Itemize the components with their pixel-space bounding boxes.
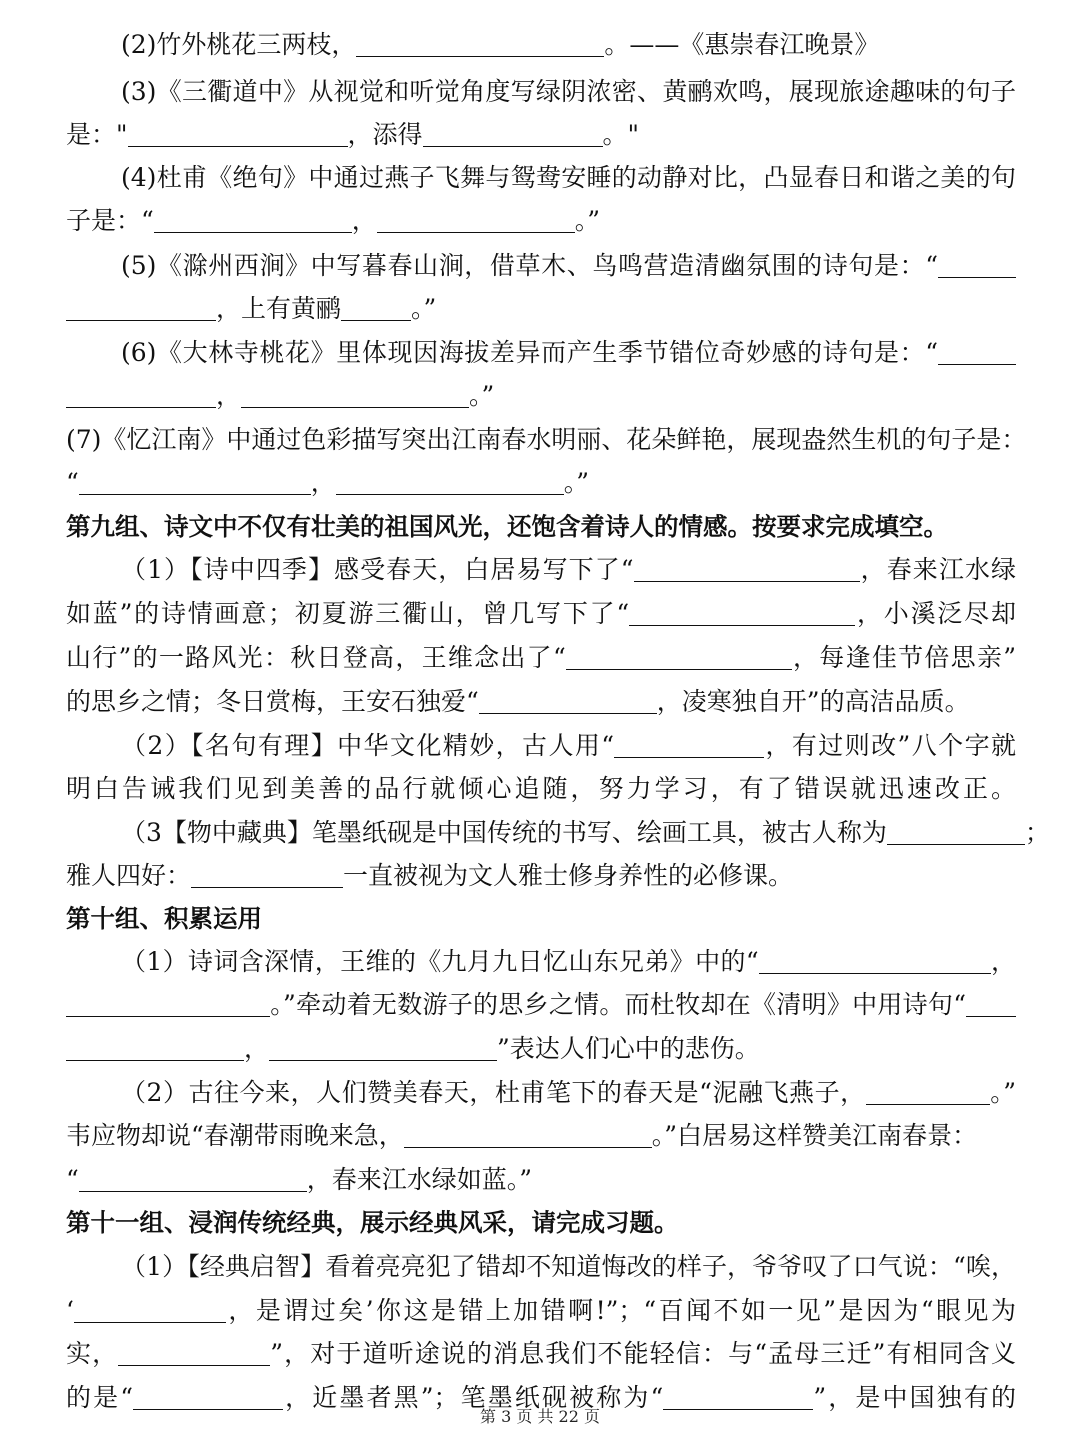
line-text: 一直被视为文人雅士修身养性的必修课。 (343, 861, 794, 890)
line-text: 实， (66, 1339, 119, 1368)
text-line (66, 418, 1027, 461)
line-text: 明白告诫我们见到美善的品行就倾心追随，努力学习，有了错误就迅速改正。 (66, 774, 1016, 803)
line-text: （2）古往今来，人们赞美春天，杜甫笔下的春天是“泥融飞燕子， (121, 1078, 866, 1107)
line-text: ， (990, 947, 1016, 976)
line-text: （3【物中藏典】笔墨纸砚是中国传统的书写、绘画工具，被古人称为 (121, 818, 887, 847)
section-heading (66, 505, 1016, 548)
fill-in-blank (887, 815, 1025, 845)
line-text: 。”牵动着无数游子的思乡之情。而杜牧却在《清明》中用诗句“ (270, 990, 966, 1019)
line-text: 第十组、积累运用 (66, 904, 262, 933)
line-text: 雅人四好： (66, 861, 192, 890)
section-heading (66, 897, 1016, 940)
text-line (66, 767, 1016, 810)
line-text: ，近墨者黑”；笔墨纸砚被称为“ (283, 1383, 664, 1412)
text-line (66, 461, 1016, 504)
text-line (121, 331, 1016, 374)
line-text: 第十一组、浸润传统经典，展示经典风采，请完成习题。 (66, 1208, 679, 1237)
text-line (66, 680, 1016, 723)
fill-in-blank (614, 728, 764, 758)
line-text: 第九组、诗文中不仅有壮美的祖国风光，还饱含着诗人的情感。按要求完成填空。 (66, 512, 948, 541)
line-text: ，每逢佳节倍思亲” (791, 643, 1016, 672)
text-line (121, 156, 1016, 199)
line-text: ”，对于道听途说的消息我们不能轻信：与“孟母三迁”有相同含义 (270, 1339, 1016, 1368)
line-text: ， (216, 381, 242, 410)
fill-in-blank (191, 858, 343, 888)
fill-in-blank (938, 335, 1016, 365)
fill-in-blank (377, 203, 575, 233)
text-line (66, 199, 1016, 242)
line-text: ， (351, 206, 377, 235)
fill-in-blank (479, 684, 657, 714)
line-text: ，春来江水绿如蓝。” (306, 1165, 533, 1194)
line-text: （1）诗词含深情，王维的《九月九日忆山东兄弟》中的“ (121, 947, 759, 976)
text-line (66, 592, 1016, 635)
line-text: (4)杜甫《绝句》中通过燕子飞舞与鸳鸯安睡的动静对比，凸显春日和谐之美的句 (121, 163, 1016, 192)
line-text: ”表达人们心中的悲伤。 (497, 1034, 760, 1063)
text-line (66, 374, 1016, 417)
line-text: 是：" (66, 120, 128, 149)
line-text: 。” (411, 294, 437, 323)
text-line (121, 811, 1050, 854)
line-text: 。——《惠崇春江晚景》 (604, 30, 880, 59)
line-text: (2)竹外桃花三两枝， (121, 30, 357, 59)
line-text: 如蓝”的诗情画意；初夏游三衢山，曾几写下了“ (66, 599, 630, 628)
line-text: 。” (563, 468, 590, 497)
fill-in-blank (938, 248, 1016, 278)
text-line (121, 548, 1016, 591)
line-text: 。” (469, 381, 495, 410)
line-text: 韦应物却说“春潮带雨晚来急， (66, 1121, 404, 1150)
line-text: （1）【经典启智】看着亮亮犯了错却不知道悔改的样子，爷爷叹了口气说：“唉， (121, 1252, 1016, 1281)
fill-in-blank (404, 1118, 652, 1148)
line-text: ，上有黄鹂 (216, 294, 342, 323)
line-text: “ (66, 1165, 79, 1194)
text-line (121, 724, 1016, 767)
line-text: 。" (602, 120, 640, 149)
line-text: (6)《大林寺桃花》里体现因海拔差异而产生季节错位奇妙感的诗句是：“ (121, 338, 938, 367)
line-text: ，凌寒独自开”的高洁品质。 (656, 687, 970, 716)
line-text: 的是“ (66, 1383, 134, 1412)
fill-in-blank (79, 1162, 307, 1192)
text-line (66, 287, 1016, 330)
line-text: (7)《忆江南》中通过色彩描写突出江南春水明丽、花朵鲜艳，展现盎然生机的句子是： (66, 425, 1027, 454)
fill-in-blank (634, 552, 860, 582)
text-line (66, 854, 1016, 897)
fill-in-blank (336, 465, 564, 495)
line-text: 。”白居易这样赞美江南春景： (651, 1121, 978, 1150)
line-text: 的思乡之情；冬日赏梅，王安石独爱“ (66, 687, 479, 716)
fill-in-blank (423, 117, 603, 147)
fill-in-blank (154, 203, 352, 233)
line-text: ，是谓过矣’你这是错上加错啊!”；“百闻不如一见”是因为“眼见为 (225, 1296, 1016, 1325)
text-line (121, 244, 1016, 287)
text-line (121, 1071, 1016, 1114)
line-text: ‘ (66, 1296, 74, 1325)
fill-in-blank (759, 944, 991, 974)
text-line (66, 1027, 1016, 1070)
text-line (66, 1289, 1016, 1332)
fill-in-blank (341, 291, 411, 321)
fill-in-blank (66, 291, 216, 321)
line-text: ； (1024, 818, 1050, 847)
fill-in-blank (118, 1336, 270, 1366)
line-text: ，有过则改”八个字就 (764, 731, 1016, 760)
fill-in-blank (966, 987, 1016, 1017)
line-text: ，小溪泛尽却 (855, 599, 1016, 628)
text-line (121, 70, 1016, 113)
line-text: （2）【名句有理】中华文化精妙，古人用“ (121, 731, 615, 760)
text-line (66, 636, 1016, 679)
line-text: （1）【诗中四季】感受春天，白居易写下了“ (121, 555, 634, 584)
text-line (121, 1245, 1016, 1288)
text-line (66, 1332, 1016, 1375)
fill-in-blank (566, 640, 792, 670)
line-text: 。” (574, 206, 601, 235)
fill-in-blank (66, 1031, 244, 1061)
text-line (121, 940, 1016, 983)
line-text: 山行”的一路风光：秋日登高，王维念出了“ (66, 643, 566, 672)
line-text: ， (244, 1034, 270, 1063)
fill-in-blank (66, 378, 216, 408)
text-line (121, 23, 1016, 66)
fill-in-blank (866, 1075, 990, 1105)
fill-in-blank (356, 27, 604, 57)
fill-in-blank (128, 117, 348, 147)
line-text: “ (66, 468, 79, 497)
fill-in-blank (66, 987, 270, 1017)
fill-in-blank (241, 378, 469, 408)
text-line (66, 1158, 1016, 1201)
line-text: 子是：“ (66, 206, 154, 235)
fill-in-blank (79, 465, 311, 495)
line-text: 。” (989, 1078, 1017, 1107)
text-line (66, 1114, 1016, 1157)
fill-in-blank (74, 1293, 226, 1323)
text-line (66, 983, 1016, 1026)
page-footer: 第 3 页 共 22 页 (480, 1407, 600, 1426)
fill-in-blank (269, 1031, 497, 1061)
line-text: ，添得 (347, 120, 423, 149)
line-text: ， (310, 468, 336, 497)
line-text: (5)《滁州西涧》中写暮春山涧，借草木、鸟鸣营造清幽氛围的诗句是：“ (121, 251, 938, 280)
section-heading (66, 1201, 1016, 1244)
line-text: (3)《三衢道中》从视觉和听觉角度写绿阴浓密、黄鹂欢鸣，展现旅途趣味的句子 (121, 77, 1016, 106)
line-text: ，春来江水绿 (859, 555, 1016, 584)
text-line (66, 113, 1016, 156)
fill-in-blank (629, 596, 855, 626)
line-text: ”，是中国独有的 (813, 1383, 1016, 1412)
